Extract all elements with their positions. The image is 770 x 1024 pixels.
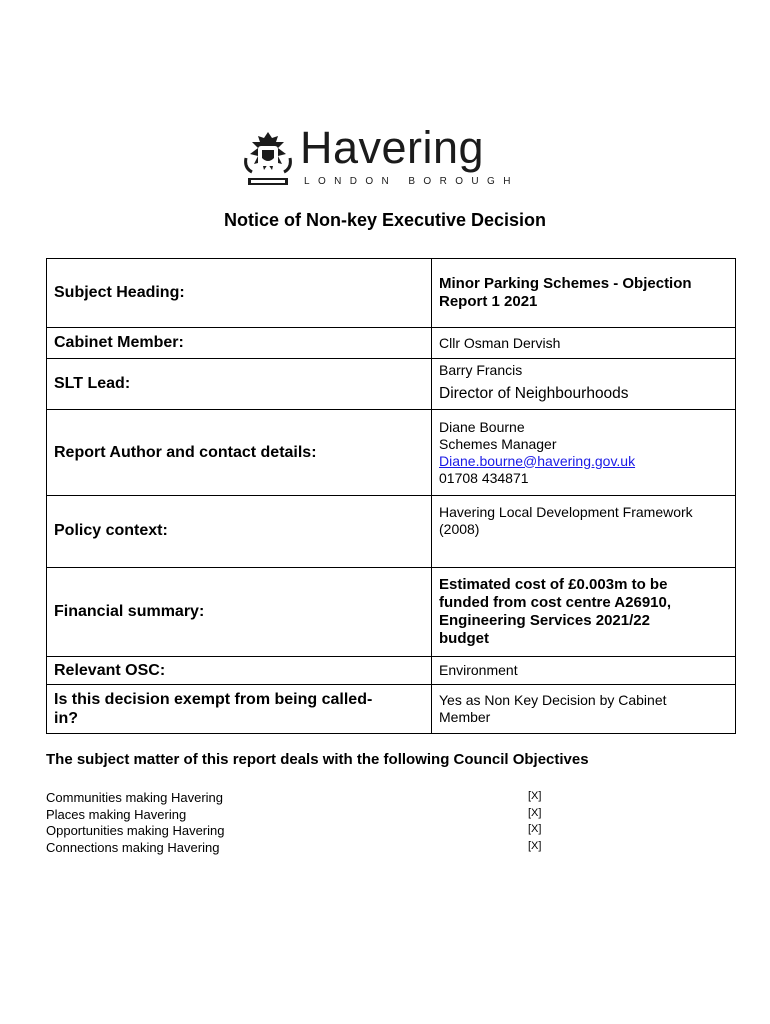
table-row: [47, 410, 736, 496]
slt-lead-value: [432, 359, 736, 410]
table-row: [47, 657, 736, 685]
objective-label: Communities making Havering: [46, 790, 224, 805]
logo-wordmark: Havering: [300, 122, 485, 173]
policy-context-value: [432, 496, 736, 568]
objective-checkbox: [X]: [528, 806, 542, 819]
cabinet-member-value: Cllr Osman Dervish: [432, 328, 736, 359]
exempt-call-in-value: [432, 685, 736, 734]
list-item: [46, 823, 566, 840]
slt-lead-name: Barry Francis: [439, 362, 523, 378]
financial-line: budget: [439, 630, 489, 647]
financial-line: funded from cost centre A26910,: [439, 594, 672, 611]
decision-details-table: [46, 258, 736, 734]
table-row: [47, 259, 736, 328]
list-item: [46, 790, 566, 807]
financial-line: Estimated cost of £0.003m to be: [439, 576, 668, 593]
financial-line: Engineering Services 2021/22: [439, 612, 650, 629]
table-row: [47, 685, 736, 734]
slt-lead-role: Director of Neighbourhoods: [439, 385, 629, 402]
subject-heading-label: Subject Heading:: [47, 259, 432, 328]
havering-logo: [242, 122, 532, 192]
financial-summary-value: [432, 568, 736, 657]
objectives-list: [46, 790, 566, 856]
slt-lead-label: SLT Lead:: [47, 359, 432, 410]
objectives-heading: The subject matter of this report deals with the following Council Objectives: [46, 751, 589, 768]
objective-checkbox: [X]: [528, 839, 542, 852]
financial-summary-label: Financial summary:: [47, 568, 432, 657]
table-row: [47, 328, 736, 359]
report-author-label: Report Author and contact details:: [47, 410, 432, 496]
author-name: Diane Bourne: [439, 418, 525, 435]
report-author-value: [432, 410, 736, 496]
objective-checkbox: [X]: [528, 790, 542, 802]
exempt-call-in-label: [47, 685, 432, 734]
list-item: [46, 840, 566, 857]
objective-label: Places making Havering: [46, 806, 187, 822]
author-role: Schemes Manager: [439, 435, 557, 452]
subject-heading-value: [432, 259, 736, 328]
cabinet-member-label: Cabinet Member:: [47, 328, 432, 359]
objective-checkbox: [X]: [528, 823, 542, 835]
objective-label: Opportunities making Havering: [46, 823, 225, 838]
exempt-value-line: Yes as Non Key Decision by Cabinet: [439, 692, 667, 708]
table-row: [47, 359, 736, 410]
relevant-osc-label: Relevant OSC:: [47, 657, 432, 685]
policy-value-line: (2008): [439, 521, 480, 537]
subject-value-line: Minor Parking Schemes - Objection: [439, 275, 692, 292]
objective-label: Connections making Havering: [46, 839, 220, 855]
borough-crest-icon: [242, 128, 294, 190]
exempt-label-line: in?: [54, 710, 78, 727]
list-item: [46, 807, 566, 824]
author-phone: 01708 434871: [439, 469, 529, 486]
exempt-label-line: Is this decision exempt from being called-: [54, 691, 373, 708]
author-email-link[interactable]: Diane.bourne@havering.gov.uk: [439, 452, 636, 469]
page-title: Notice of Non-key Executive Decision: [223, 210, 547, 230]
table-row: [47, 568, 736, 657]
policy-value-line: Havering Local Development Framework: [439, 504, 693, 520]
table-row: [47, 496, 736, 568]
relevant-osc-value: Environment: [432, 657, 736, 685]
exempt-value-line: Member: [439, 709, 491, 725]
policy-context-label: Policy context:: [47, 496, 432, 568]
subject-value-line: Report 1 2021: [439, 293, 538, 310]
logo-subtitle: LONDON BOROUGH: [304, 176, 519, 187]
